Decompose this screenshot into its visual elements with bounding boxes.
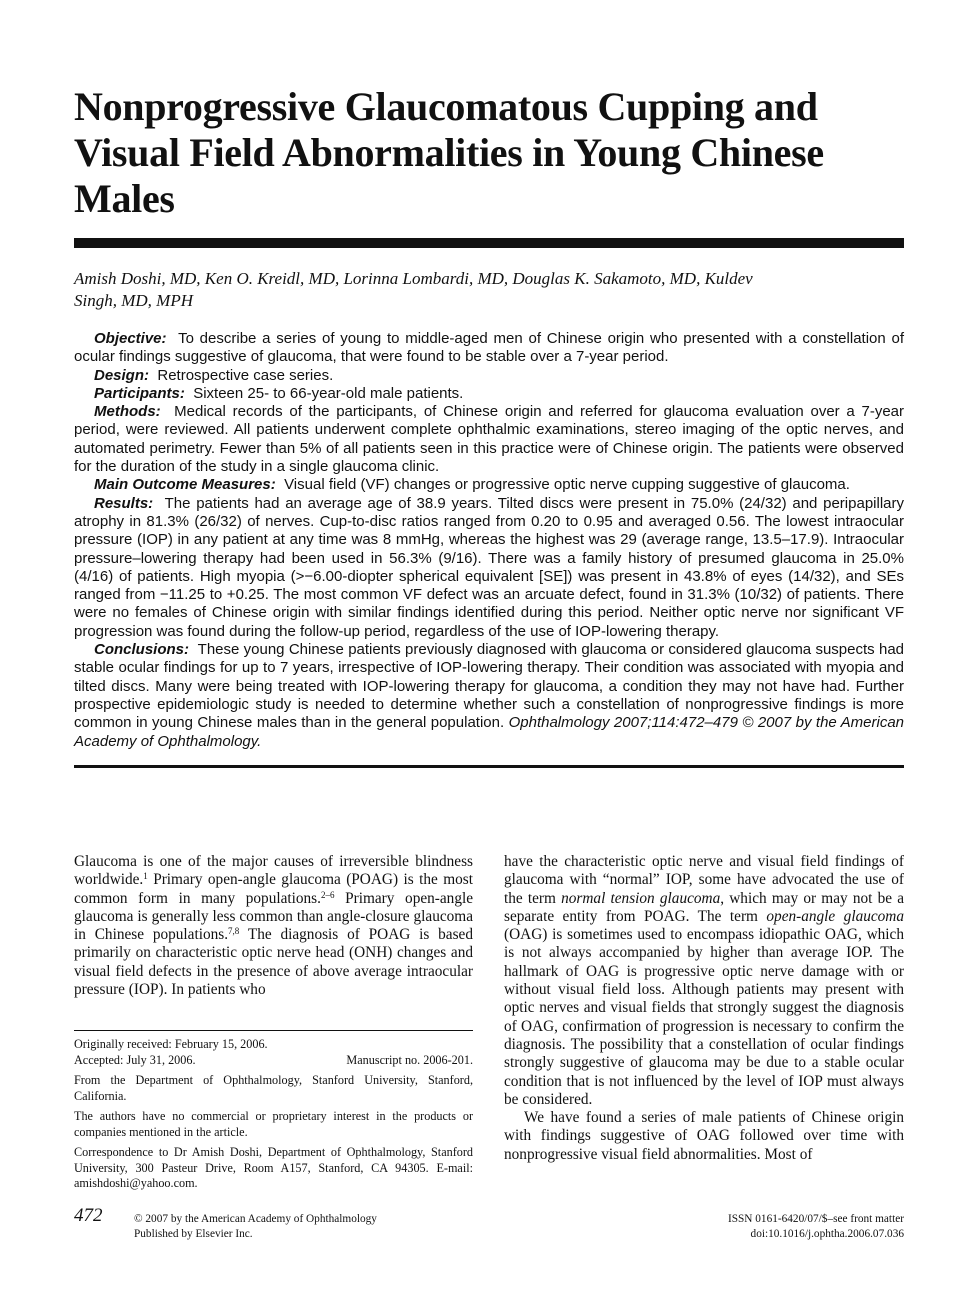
article-notes — [74, 1030, 473, 1197]
issn-text: ISSN 0161-6420/07/$–see front matter — [727, 1213, 904, 1225]
accepted-date: Accepted: July 31, 2006. — [74, 1052, 196, 1067]
manuscript-number: Manuscript no. 2006-201. — [346, 1052, 473, 1067]
interest-note: The authors have no commercial or proprietary interest in the products or companies mentioned in the article. — [74, 1109, 473, 1139]
received-date: Originally received: February 15, 2006. — [74, 1037, 268, 1051]
conclusions-label: Conclusions: — [94, 641, 190, 659]
objective-text: To describe a series of young to middle-aged men of Chinese origin who presented with a constellation of ocular findings suggestive of glaucoma, that were found to be stable over a 7-year period. — [74, 330, 904, 366]
issn-block — [728, 1212, 904, 1242]
body-text: have the characteristic optic nerve and visual field findings of glaucoma with “normal” IOP, some have advocated the use of the term — [504, 853, 904, 907]
article-header — [74, 84, 904, 768]
copyright-text: © 2007 by the American Academy of Ophthalmology — [134, 1213, 377, 1225]
body-text: , which may or may not be a separate entity from POAG. The term — [504, 889, 904, 925]
results-text: The patients had an average age of 38.9 years. Tilted discs were present in 75.0% (24/32) and peripapillary atrophy in 81.3% (26/32) of nerves. Cup-to-disc ratios ranged from 0.20 to 0.95 and averaged 0.56. The lowest intraocular pressure (IOP) in any patient at any time was 8 mmHg, whereas the highest was 29 (average range, 13.5–17.9). Intraocular pressure–lowering therapy had been used in 56.3% (9/16). There was a family history of presumed glaucoma in 25.0% (4/16) of patients. High myopia (>−6.00-diopter spherical equivalent [SE]) was present in 43.8% of eyes (14/32), and SEs ranged from −11.25 to +0.25. The most common VF defect was an arcuate defect, found in 31.3% (10/32) of patients. There were no females of Chinese origin with similar findings identified during this period. Neither optic nerve nor significant VF progression was found during the follow-up period, regardless of the use of IOP-lowering therapy. — [74, 494, 904, 640]
abstract-design — [74, 367, 904, 385]
publisher-text: Published by Elsevier Inc. — [134, 1228, 253, 1240]
reference-link[interactable]: 2–6 — [320, 889, 335, 900]
body-text: The diagnosis of POAG is based primarily on characteristic optic nerve head (ONH) changes and visual field defects in the presence of above average intraocular pressure (IOP). In patients who — [74, 926, 473, 999]
body-left-column — [74, 853, 473, 999]
body-text: Primary open-angle glaucoma (POAG) is the most common form in many populations. — [74, 871, 473, 907]
body-text: Glaucoma is one of the major causes of irreversible blindness worldwide. — [74, 853, 473, 889]
abstract-participants — [74, 385, 904, 403]
journal-citation: Ophthalmology 2007;114:472–479 © 2007 by the American Academy of Ophthalmology. — [74, 714, 904, 750]
design-label: Design: — [94, 366, 150, 384]
affiliation-note: From the Department of Ophthalmology, Stanford University, Stanford, California. — [74, 1073, 473, 1103]
design-text: Retrospective case series. — [157, 366, 334, 384]
title-rule — [74, 238, 904, 248]
body-text: Primary open-angle glaucoma is generally less common than angle-closure glaucoma in Chinese populations. — [74, 889, 474, 944]
abstract-outcome — [74, 476, 904, 494]
outcome-text: Visual field (VF) changes or progressive optic nerve cupping suggestive of glaucoma. — [284, 476, 850, 494]
abstract-results — [74, 495, 904, 641]
accepted-row — [74, 1053, 473, 1069]
article-title: Nonprogressive Glaucomatous Cupping and Visual Field Abnormalities in Young Chinese Males — [74, 84, 824, 221]
objective-label: Objective: — [94, 330, 167, 347]
reference-link[interactable]: 1 — [143, 871, 148, 882]
outcome-label: Main Outcome Measures: — [94, 476, 276, 494]
abstract-rule — [74, 765, 904, 768]
term-italic: normal tension glaucoma — [561, 889, 721, 907]
abstract-objective — [74, 330, 904, 367]
notes-divider — [74, 1030, 473, 1031]
methods-text: Medical records of the participants, of Chinese origin and referred for glaucoma evaluation over a 7-year period, were reviewed. All patients underwent complete ophthalmic examinations, stereo imaging of the optic nerves, and automated perimetry. Fewer than 5% of all patients seen in this practice were of Chinese origin. The patients were observed for the duration of the study in a single glaucoma clinic. — [74, 403, 905, 476]
body-paragraph: We have found a series of male patients of Chinese origin with findings suggestive of OAG followed over time with nonprogressive visual field abnormalities. Most of — [504, 1109, 904, 1163]
intro-paragraph — [74, 853, 473, 999]
participants-text: Sixteen 25- to 66-year-old male patients. — [193, 384, 464, 402]
reference-link[interactable]: 7,8 — [228, 926, 240, 937]
conclusions-text: These young Chinese patients previously diagnosed with glaucoma or considered glaucoma suspects had stable ocular findings for up to 7 years, irrespective of IOP-lowering therapy. Their condition was associated with myopia and tilted discs. Many were being treated with IOP-lowering therapy for glaucoma, a condition they may not have had. Further prospective epidemiologic study is needed to determine whether such a constellation of nonprogressive findings is more common in young Chinese males than in the general population. — [74, 641, 905, 732]
methods-label: Methods: — [94, 403, 161, 421]
results-label: Results: — [94, 494, 154, 512]
body-paragraph — [504, 853, 904, 1109]
author-list: Amish Doshi, MD, Ken O. Kreidl, MD, Lorinna Lombardi, MD, Douglas K. Sakamoto, MD, Kuldev Singh, MD, MPH — [74, 269, 753, 310]
correspondence-note: Correspondence to Dr Amish Doshi, Department of Ophthalmology, Stanford University, 300 Pasteur Drive, Room A157, Stanford, CA 94305. E-mail: amishdoshi@yahoo.com. — [74, 1145, 473, 1190]
body-text: (OAG) is sometimes used to encompass idiopathic OAG, which is not always accompanied by higher than average IOP. The hallmark of OAG is progressive optic nerve damage with or without visual field loss. Although patients may present with optic nerves and visual fields that strongly suggest the diagnosis of OAG, confirmation of progression is necessary to confirm the diagnosis. The possibility that a constellation of ocular findings strongly suggestive of glaucoma may be due to a stable ocular condition that is not influenced by the level of IOP must always be considered. — [504, 926, 904, 1108]
abstract-methods — [74, 403, 904, 476]
doi-link[interactable]: doi:10.1016/j.ophtha.2006.07.036 — [750, 1228, 904, 1240]
term-italic: open-angle glaucoma — [766, 907, 904, 925]
page-number: 472 — [74, 1205, 103, 1226]
abstract — [74, 330, 904, 751]
abstract-conclusions — [74, 641, 904, 751]
body-right-column — [504, 853, 904, 1164]
participants-label: Participants: — [94, 384, 185, 402]
copyright-block — [134, 1212, 377, 1242]
